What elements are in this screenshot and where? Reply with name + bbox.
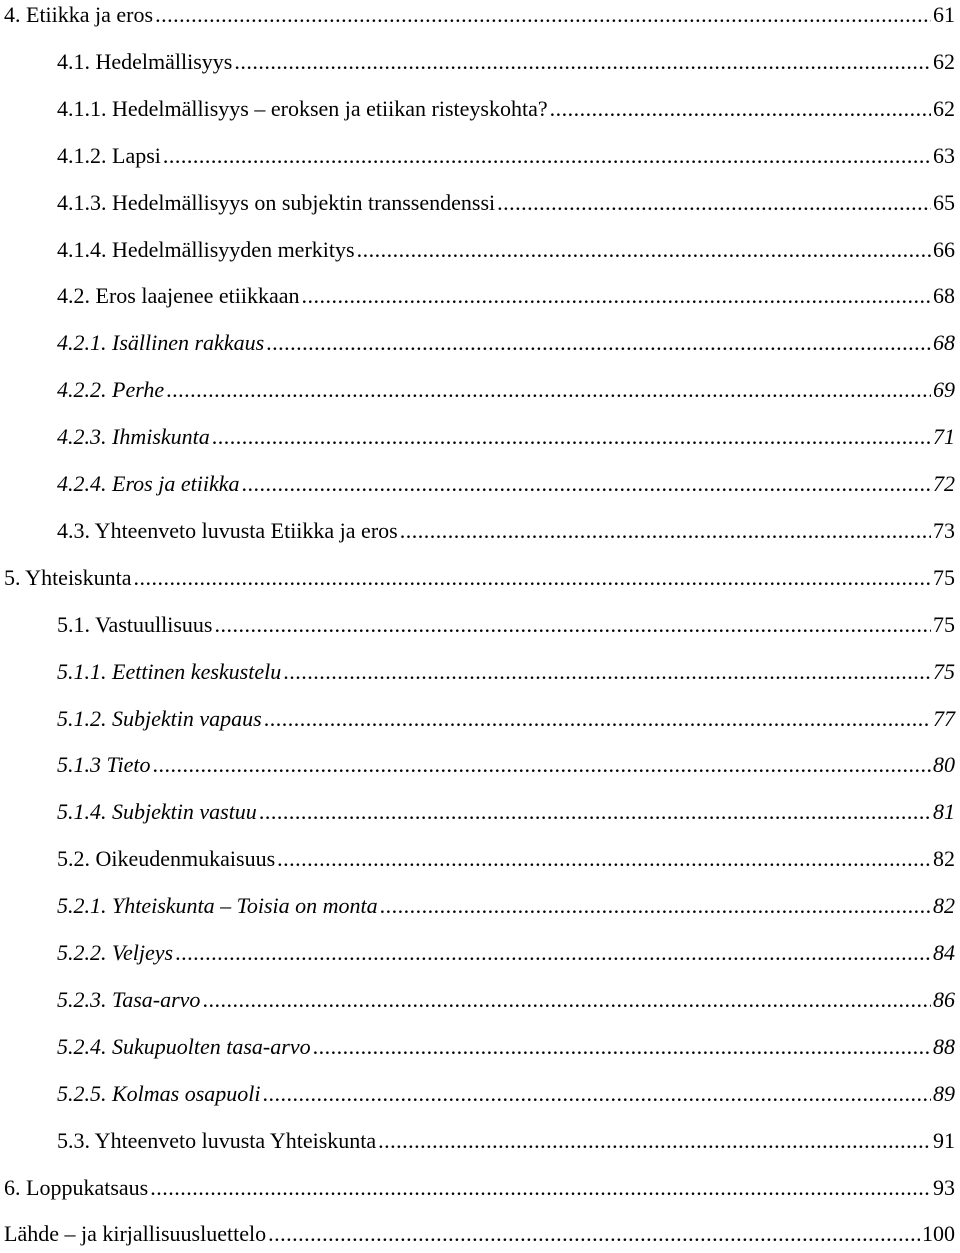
toc-entry-title: 4. Etiikka ja eros <box>4 2 154 27</box>
toc-dot-leader <box>268 1219 920 1249</box>
toc-entry[interactable] <box>0 235 955 269</box>
toc-entry-page-number: 75 <box>933 611 955 637</box>
toc-entry-page-number: 89 <box>933 1080 955 1106</box>
toc-dot-leader <box>263 1079 931 1109</box>
toc-entry-title: 5.2.1. Yhteiskunta – Toisia on monta <box>57 893 378 919</box>
toc-entry-page-number: 91 <box>933 1127 955 1153</box>
toc-entry[interactable] <box>0 469 955 503</box>
toc-dot-leader <box>313 1032 931 1062</box>
toc-dot-leader <box>166 375 931 405</box>
toc-entry-page-number: 80 <box>933 752 955 778</box>
toc-dot-leader <box>266 328 931 358</box>
toc-entry-title: 5.2.3. Tasa-arvo <box>57 986 201 1012</box>
toc-entry-title: 4.1.2. Lapsi <box>57 142 161 168</box>
toc-entry[interactable] <box>0 516 955 550</box>
toc-entry-page-number: 93 <box>933 1174 955 1200</box>
toc-entry-title: 4.2.1. Isällinen rakkaus <box>57 330 265 356</box>
toc-entry-page-number: 82 <box>933 893 955 919</box>
toc-entry-page-number: 61 <box>933 2 955 27</box>
toc-entry-title: 5.2.2. Veljeys <box>57 940 174 965</box>
toc-entry[interactable] <box>0 938 955 972</box>
toc-entry[interactable] <box>0 704 955 738</box>
toc-entry[interactable] <box>0 891 955 925</box>
toc-entry-page-number: 68 <box>933 330 955 356</box>
toc-dot-leader <box>400 516 931 546</box>
toc-dot-leader <box>212 422 931 452</box>
toc-entry[interactable] <box>0 375 955 409</box>
toc-entry-page-number: 62 <box>933 95 955 121</box>
toc-entry[interactable] <box>0 422 955 456</box>
toc-dot-leader <box>242 469 932 499</box>
toc-entry-page-number: 82 <box>933 846 955 872</box>
toc-entry-page-number: 72 <box>933 471 955 496</box>
toc-entry[interactable] <box>0 328 955 362</box>
toc-dot-leader <box>134 563 932 593</box>
toc-dot-leader <box>264 704 931 734</box>
toc-entry-page-number: 62 <box>933 48 955 74</box>
toc-entry-title: 5.1. Vastuullisuus <box>57 611 213 637</box>
toc-dot-leader <box>357 235 931 265</box>
toc-entry-title: 4.1.3. Hedelmällisyys on subjektin transsendenssi <box>57 189 496 215</box>
toc-entry-title: Lähde – ja kirjallisuusluettelo <box>4 1221 267 1247</box>
toc-dot-leader <box>155 0 931 30</box>
toc-entry-title: 5.2. Oikeudenmukaisuus <box>57 846 276 872</box>
toc-entry-page-number: 65 <box>933 189 955 215</box>
toc-dot-leader <box>175 938 931 968</box>
toc-entry[interactable] <box>0 1032 955 1066</box>
toc-dot-leader <box>202 985 931 1015</box>
toc-entry-page-number: 100 <box>922 1221 955 1247</box>
toc-entry-title: 5.3. Yhteenveto luvusta Yhteiskunta <box>57 1127 377 1153</box>
toc-entry[interactable] <box>0 1219 955 1253</box>
toc-entry-title: 5.1.2. Subjektin vapaus <box>57 705 262 731</box>
toc-entry-title: 5.1.4. Subjektin vastuu <box>57 799 257 825</box>
toc-entry-title: 4.2. Eros laajenee etiikkaan <box>57 283 300 309</box>
toc-entry-title: 4.1.1. Hedelmällisyys – eroksen ja etiikan risteyskohta? <box>57 95 548 121</box>
toc-entry[interactable] <box>0 797 955 831</box>
toc-entry-page-number: 81 <box>933 799 955 825</box>
toc-entry[interactable] <box>0 1079 955 1113</box>
toc-entry[interactable] <box>0 844 955 878</box>
toc-entry-page-number: 68 <box>933 283 955 309</box>
toc-entry-title: 5.1.1. Eettinen keskustelu <box>57 658 282 684</box>
toc-entry-title: 5.1.3 Tieto <box>57 752 151 778</box>
toc-entry-page-number: 73 <box>933 517 955 543</box>
toc-entry-title: 4.3. Yhteenveto luvusta Etiikka ja eros <box>57 517 398 543</box>
toc-dot-leader <box>283 657 931 687</box>
toc-entry-title: 4.2.3. Ihmiskunta <box>57 424 210 450</box>
toc-dot-leader <box>378 1126 931 1156</box>
toc-entry[interactable] <box>0 1126 955 1160</box>
toc-dot-leader <box>214 610 931 640</box>
toc-entry[interactable] <box>0 188 955 222</box>
toc-entry[interactable] <box>0 141 955 175</box>
toc-entry-page-number: 86 <box>933 986 955 1012</box>
toc-entry[interactable] <box>0 610 955 644</box>
toc-entry-title: 5.2.5. Kolmas osapuoli <box>57 1080 261 1106</box>
toc-dot-leader <box>277 844 931 874</box>
toc-entry-page-number: 69 <box>933 377 955 403</box>
toc-dot-leader <box>302 281 931 311</box>
toc-entry-page-number: 71 <box>933 424 955 450</box>
toc-entry-title: 4.1. Hedelmällisyys <box>57 48 233 74</box>
toc-entry-title: 4.1.4. Hedelmällisyyden merkitys <box>57 236 355 262</box>
toc-entry-title: 4.2.2. Perhe <box>57 377 165 403</box>
toc-entry[interactable] <box>0 985 955 1019</box>
toc-entry-page-number: 88 <box>933 1033 955 1059</box>
toc-entry-page-number: 66 <box>933 236 955 262</box>
toc-entry[interactable] <box>0 0 955 34</box>
toc-dot-leader <box>259 797 931 827</box>
toc-entry-page-number: 63 <box>933 142 955 168</box>
toc-entry-page-number: 77 <box>933 705 955 731</box>
toc-dot-leader <box>150 1173 931 1203</box>
toc-entry-page-number: 84 <box>933 940 955 965</box>
toc-entry[interactable] <box>0 94 955 128</box>
toc-entry-title: 5. Yhteiskunta <box>4 564 132 590</box>
toc-entry[interactable] <box>0 657 955 691</box>
toc-entry[interactable] <box>0 47 955 81</box>
toc-entry-page-number: 75 <box>933 658 955 684</box>
toc-entry-page-number: 75 <box>933 564 955 590</box>
toc-entry[interactable] <box>0 281 955 315</box>
toc-dot-leader <box>497 188 931 218</box>
toc-entry-title: 5.2.4. Sukupuolten tasa-arvo <box>57 1033 311 1059</box>
toc-dot-leader <box>153 750 931 780</box>
toc-dot-leader <box>380 891 931 921</box>
toc-dot-leader <box>234 47 931 77</box>
toc-entry[interactable] <box>0 750 955 784</box>
toc-entry-title: 4.2.4. Eros ja etiikka <box>57 471 240 496</box>
toc-entry[interactable] <box>0 1173 955 1207</box>
toc-dot-leader <box>550 94 931 124</box>
toc-dot-leader <box>163 141 931 171</box>
toc-entry[interactable] <box>0 563 955 597</box>
toc-entry-title: 6. Loppukatsaus <box>4 1174 149 1200</box>
